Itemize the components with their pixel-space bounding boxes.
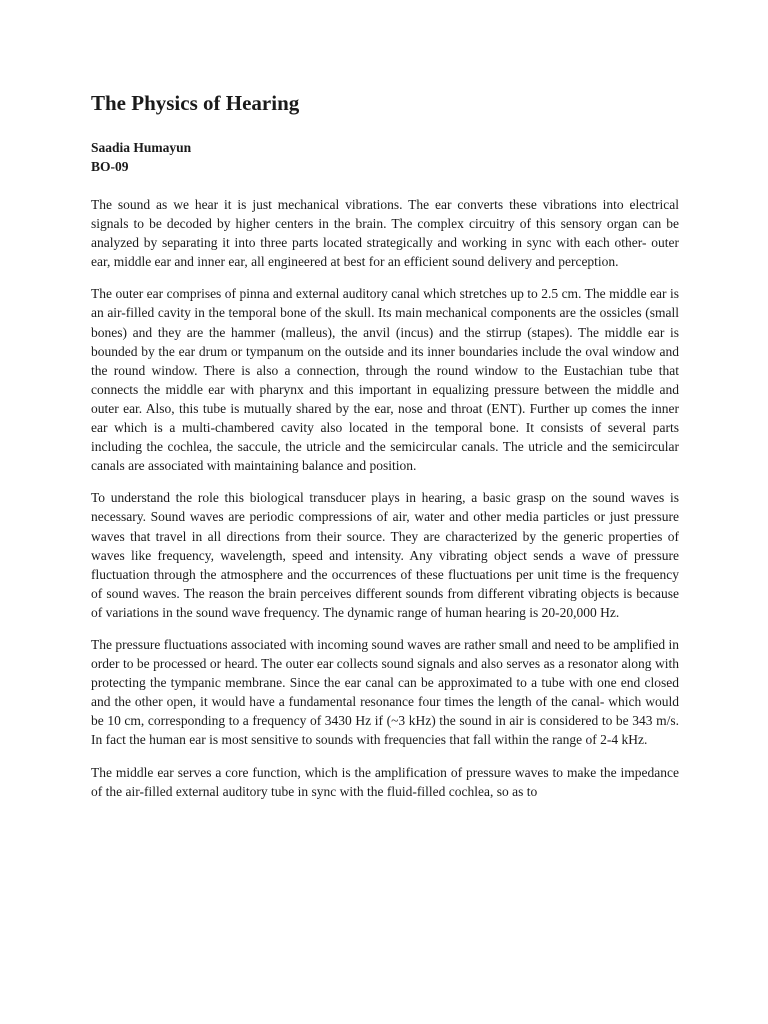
paragraph-2: The outer ear comprises of pinna and external auditory canal which stretches up to 2.5 cm. The middle ear is an air-filled cavity in the temporal bone of the skull. Its main mechanical components are the ossicles (small bones) and they are the hammer (malleus), the anvil (incus) and the stirrup (stapes). The middle ear is bounded by the ear drum or tympanum on the outside and its inner boundaries include the oval window and the round window. There is also a connection, through the round window to the Eustachian tube that connects the middle ear with pharynx and this important in equalizing pressure between the middle and outer ear. Also, this tube is mutually shared by the ear, nose and throat (ENT). Further up comes the inner ear which is a multi-chambered cavity also located in the temporal bone. It consists of several parts including the cochlea, the saccule, the utricle and the semicircular canals. The utricle and the semicircular canals are associated with maintaining balance and position. [91, 286, 679, 474]
paragraph-3: To understand the role this biological transducer plays in hearing, a basic grasp on the sound waves is necessary. Sound waves are periodic compressions of air, water and other media particles or just pressure waves that travel in all directions from their source. They are characterized by the generic properties of waves like frequency, wavelength, speed and intensity. Any vibrating object sends a wave of pressure fluctuation through the atmosphere and the occurrences of these fluctuations per unit time is the frequency of sound waves. The reason the brain perceives different sounds from different vibrating objects is because of variations in the sound wave frequency. The dynamic range of human hearing is 20-20,000 Hz. [91, 490, 679, 620]
author-code: BO-09 [91, 159, 129, 174]
document-page [91, 88, 679, 814]
author-name: Saadia Humayun [91, 140, 192, 155]
document-title: The Physics of Hearing [91, 91, 300, 115]
paragraph-5: The middle ear serves a core function, which is the amplification of pressure waves to make the impedance of the air-filled external auditory tube in sync with the fluid-filled cochlea, so as to [91, 764, 679, 799]
paragraph-4: The pressure fluctuations associated with incoming sound waves are rather small and need to be amplified in order to be processed or heard. The outer ear collects sound signals and also serves as a resonator along with protecting the tympanic membrane. Since the ear canal can be approximated to a tube with one end closed and the other open, it would have a fundamental resonance four times the length of the canal- which would be 10 cm, corresponding to a frequency of 3430 Hz if (~3 kHz) the sound in air is considered to be 343 m/s. In fact the human ear is most sensitive to sounds with frequencies that fall within the range of 2-4 kHz. [91, 636, 679, 748]
paragraph-1: The sound as we hear it is just mechanical vibrations. The ear converts these vibrations into electrical signals to be decoded by higher centers in the brain. The complex circuitry of this sensory organ can be analyzed by separating it into three parts located strategically and working in sync with each other- outer ear, middle ear and inner ear, all engineered at best for an efficient sound delivery and perception. [91, 197, 679, 270]
